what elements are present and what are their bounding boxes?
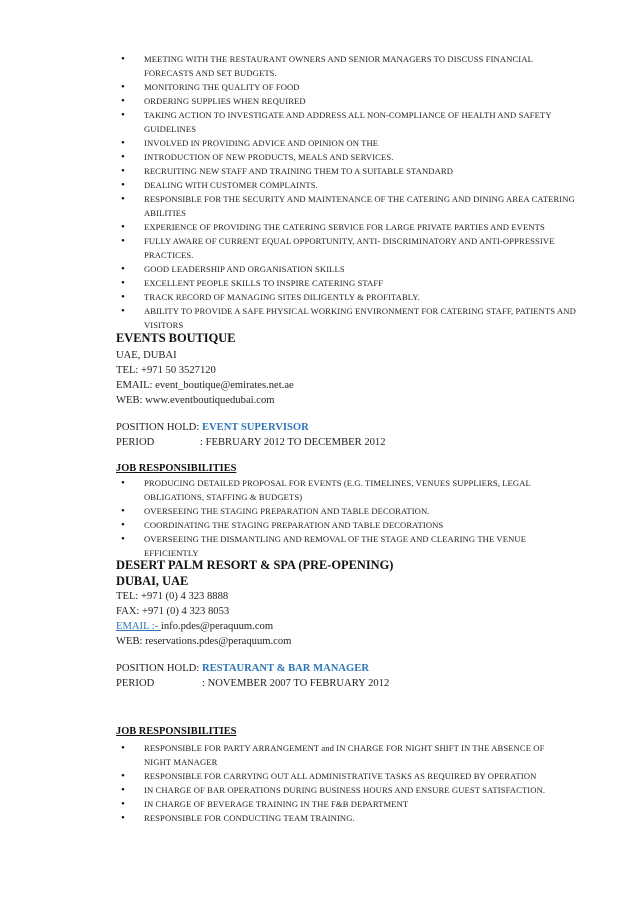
list-item: • DEALING WITH CUSTOMER COMPLAINTS. — [116, 178, 576, 192]
position-line — [116, 661, 576, 676]
period-line — [116, 435, 576, 450]
period-line — [116, 676, 576, 691]
list-item: • INTRODUCTION OF NEW PRODUCTS, MEALS AND SERVICES. — [116, 150, 576, 164]
list-item: • MEETING WITH THE RESTAURANT OWNERS AND SENIOR MANAGERS TO DISCUSS FINANCIAL FORECASTS AND SET BUDGETS. — [116, 52, 576, 80]
list-item: • PRODUCING DETAILED PROPOSAL FOR EVENTS (E.G. TIMELINES, VENUES SUPPLIERS, LEGAL OBLIGATIONS, STAFFING & BUDGETS) — [116, 476, 536, 504]
list-item: • COORDINATING THE STAGING PREPARATION AND TABLE DECORATIONS — [116, 518, 536, 532]
company-tel: TEL: +971 (0) 4 323 8888 — [116, 591, 229, 602]
list-item: • RESPONSIBLE FOR THE SECURITY AND MAINTENANCE OF THE CATERING AND DINING AREA CATERING ABILITIES — [116, 192, 576, 220]
period-label: PERIOD — [116, 437, 155, 448]
list-item: • EXPERIENCE OF PROVIDING THE CATERING SERVICE FOR LARGE PRIVATE PARTIES AND EVENTS — [116, 220, 576, 234]
position-label: POSITION HOLD: — [116, 422, 202, 433]
list-item: • ABILITY TO PROVIDE A SAFE PHYSICAL WORKING ENVIRONMENT FOR CATERING STAFF, PATIENTS AND VISITORS — [116, 304, 576, 332]
company-email: EMAIL: event_boutique@emirates.net.ae — [116, 380, 294, 391]
company-web: WEB: www.eventboutiquedubai.com — [116, 395, 275, 406]
list-item: • RECRUITING NEW STAFF AND TRAINING THEM TO A SUITABLE STANDARD — [116, 164, 576, 178]
responsibilities-list — [116, 476, 536, 560]
list-item: • TRACK RECORD OF MANAGING SITES DILIGENTLY & PROFITABLY. — [116, 290, 576, 304]
company-web: WEB: reservations.pdes@peraquum.com — [116, 636, 292, 647]
list-item: • INVOLVED IN PROVIDING ADVICE AND OPINION ON THE — [116, 136, 576, 150]
events-boutique-section — [116, 330, 576, 560]
list-item: • OVERSEEING THE DISMANTLING AND REMOVAL OF THE STAGE AND CLEARING THE VENUE EFFICIENTLY — [116, 532, 536, 560]
list-item: • TAKING ACTION TO INVESTIGATE AND ADDRESS ALL NON-COMPLIANCE OF HEALTH AND SAFETY GUIDELINES — [116, 108, 576, 136]
period-label: PERIOD — [116, 678, 155, 689]
list-item: • EXCELLENT PEOPLE SKILLS TO INSPIRE CATERING STAFF — [116, 276, 576, 290]
list-item: • RESPONSIBLE FOR PARTY ARRANGEMENT and IN CHARGE FOR NIGHT SHIFT IN THE ABSENCE OF NIGHT MANAGER — [116, 741, 561, 769]
period-value: : FEBRUARY 2012 TO DECEMBER 2012 — [200, 437, 386, 448]
list-item: • GOOD LEADERSHIP AND ORGANISATION SKILLS — [116, 262, 576, 276]
position-value: RESTAURANT & BAR MANAGER — [201, 663, 369, 674]
list-item: • RESPONSIBLE FOR CARRYING OUT ALL ADMINISTRATIVE TASKS AS REQUIRED BY OPERATION — [116, 769, 561, 783]
position-value: EVENT SUPERVISOR — [201, 422, 309, 433]
period-value: : NOVEMBER 2007 TO FEBRUARY 2012 — [202, 678, 390, 689]
list-item: • OVERSEEING THE STAGING PREPARATION AND TABLE DECORATION. — [116, 504, 536, 518]
list-item: • RESPONSIBLE FOR CONDUCTING TEAM TRAINING. — [116, 811, 561, 825]
list-item: • IN CHARGE OF BEVERAGE TRAINING IN THE F&B DEPARTMENT — [116, 797, 561, 811]
skills-bullet-list — [116, 52, 576, 332]
email-link[interactable]: EMAIL :- — [116, 621, 161, 632]
company-email — [116, 619, 576, 634]
company-location: DUBAI, UAE — [116, 574, 189, 588]
list-item: • MONITORING THE QUALITY OF FOOD — [116, 80, 576, 94]
position-label: POSITION HOLD: — [116, 663, 202, 674]
list-item: • IN CHARGE OF BAR OPERATIONS DURING BUSINESS HOURS AND ENSURE GUEST SATISFACTION. — [116, 783, 561, 797]
desert-palm-responsibilities — [116, 725, 576, 825]
company-name: DESERT PALM RESORT & SPA (PRE-OPENING) — [116, 558, 394, 572]
list-item: • ORDERING SUPPLIES WHEN REQUIRED — [116, 94, 576, 108]
company-fax: FAX: +971 (0) 4 323 8053 — [116, 606, 230, 617]
job-responsibilities-heading: JOB RESPONSIBILITIES — [116, 726, 237, 737]
email-value: info.pdes@peraquum.com — [160, 621, 274, 632]
company-location: UAE, DUBAI — [116, 350, 177, 361]
company-tel: TEL: +971 50 3527120 — [116, 365, 216, 376]
job-responsibilities-heading: JOB RESPONSIBILITIES — [116, 463, 237, 474]
desert-palm-section — [116, 557, 576, 691]
position-line — [116, 420, 576, 435]
list-item: • FULLY AWARE OF CURRENT EQUAL OPPORTUNITY, ANTI- DISCRIMINATORY AND ANTI-OPPRESSIVE PRACTICES. — [116, 234, 576, 262]
responsibilities-list — [116, 741, 561, 825]
company-name: EVENTS BOUTIQUE — [116, 331, 236, 345]
